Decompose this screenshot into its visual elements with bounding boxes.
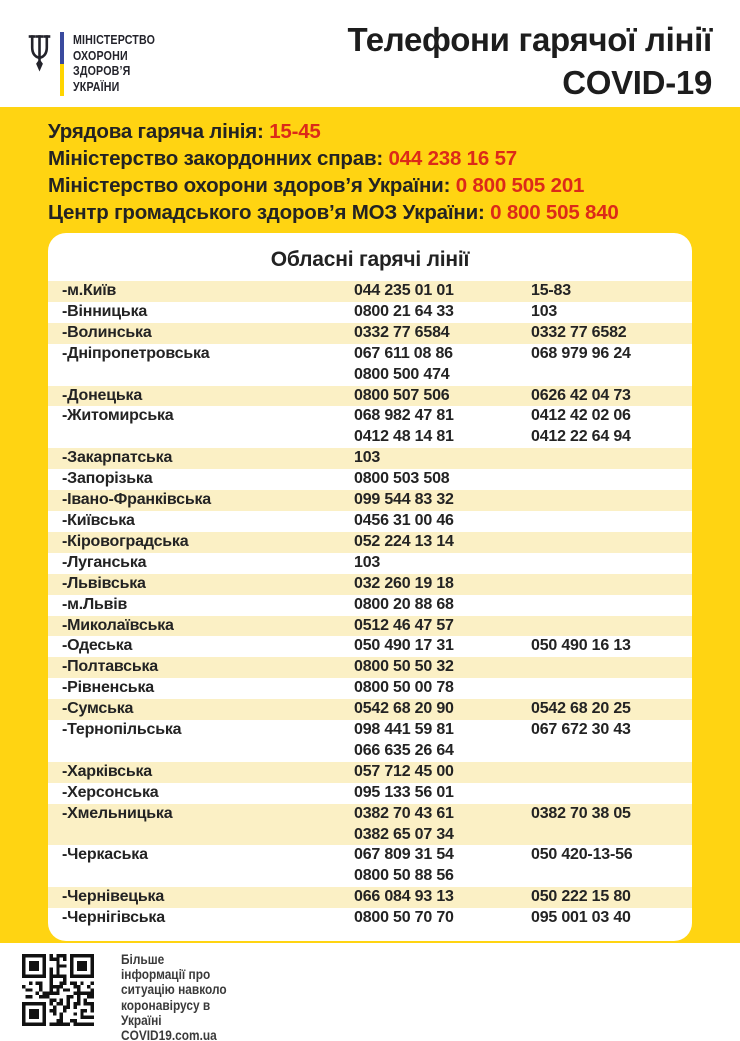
- ministry-name-line: ОХОРОНИ: [73, 47, 128, 63]
- table-row: [48, 344, 692, 386]
- region-cell-line: -Чернівецька: [62, 888, 165, 906]
- phone-cell-primary: [354, 490, 531, 511]
- phone-cell-secondary: [531, 386, 692, 407]
- phone-cell-primary: [354, 720, 531, 762]
- phone-cell-primary-line: 052 224 13 14: [354, 532, 454, 550]
- region-cell-line: -Луганська: [62, 553, 147, 571]
- phone-cell-primary-line: 067 611 08 86: [354, 344, 453, 362]
- ministry-name-line: МІНІСТЕРСТВО: [73, 32, 156, 47]
- phone-cell-secondary-line: 103: [531, 302, 558, 320]
- phone-cell-primary: [354, 448, 531, 469]
- phone-cell-secondary: [531, 887, 692, 908]
- phone-cell-primary-line: 032 260 19 18: [354, 574, 454, 592]
- phone-cell-primary-line: 0800 50 00 78: [354, 679, 454, 697]
- card-title: Обласні гарячі лінії: [270, 248, 470, 271]
- phone-cell-primary-line: 0800 503 508: [354, 470, 450, 488]
- phone-cell-primary-line: 099 544 83 32: [354, 491, 454, 509]
- region-cell: [48, 783, 354, 804]
- region-cell-line: -Тернопільська: [62, 721, 182, 739]
- table-row: [48, 783, 692, 804]
- region-cell-line: -Херсонська: [62, 783, 159, 801]
- table-row: [48, 804, 692, 846]
- region-cell: [48, 406, 354, 448]
- table-row: [48, 511, 692, 532]
- ministry-name: [73, 32, 155, 98]
- phone-cell-primary: [354, 574, 531, 595]
- region-cell-line: -Волинська: [62, 323, 152, 341]
- phone-cell-secondary: [531, 720, 692, 762]
- phone-cell-primary: [354, 344, 531, 386]
- phone-cell-primary-line: 0800 500 474: [354, 365, 450, 383]
- phone-cell-secondary-line: 050 420-13-56: [531, 846, 633, 864]
- phone-cell-secondary-line: 0412 42 02 06: [531, 407, 631, 425]
- region-cell: [48, 386, 354, 407]
- phone-cell-primary-line: 050 490 17 31: [354, 637, 454, 655]
- table-row: [48, 302, 692, 323]
- phone-cell-primary-line: 0382 65 07 34: [354, 825, 454, 843]
- hotline-number: 0 800 505 201: [455, 174, 585, 197]
- yellow-band: [0, 107, 740, 943]
- hotline-item: [48, 145, 740, 172]
- phone-cell-primary-line: 0800 50 88 56: [354, 867, 454, 885]
- region-cell: [48, 636, 354, 657]
- phone-cell-secondary-line: 0542 68 20 25: [531, 700, 631, 718]
- table-row: [48, 845, 692, 887]
- region-cell-line: -м.Львів: [62, 595, 128, 613]
- table-row: [48, 636, 692, 657]
- phone-cell-secondary-line: 0626 42 04 73: [531, 386, 631, 404]
- phone-cell-primary-line: 103: [354, 449, 381, 467]
- table-row: [48, 908, 692, 929]
- phone-cell-secondary: [531, 616, 692, 637]
- phone-cell-secondary-line: 050 490 16 13: [531, 637, 631, 655]
- table-row: [48, 406, 692, 448]
- region-cell: [48, 490, 354, 511]
- region-cell: [48, 511, 354, 532]
- footer-line: коронавірусу в: [121, 997, 211, 1013]
- phone-cell-secondary: [531, 553, 692, 574]
- table-row: [48, 469, 692, 490]
- region-cell-line: -Одеська: [62, 637, 133, 655]
- hotline-number: 0 800 505 840: [490, 201, 619, 224]
- phone-cell-primary-line: 057 712 45 00: [354, 762, 454, 780]
- region-cell-line: -Чернігівська: [62, 909, 165, 927]
- phone-cell-primary-line: 0382 70 43 61: [354, 804, 454, 822]
- phone-cell-secondary-line: 15-83: [531, 282, 571, 299]
- region-cell: [48, 762, 354, 783]
- hotline-number: 15-45: [269, 120, 321, 143]
- table-row: [48, 386, 692, 407]
- phone-cell-secondary-line: 050 222 15 80: [531, 888, 631, 906]
- phone-cell-secondary-line: 068 979 96 24: [531, 344, 631, 362]
- table-row: [48, 720, 692, 762]
- phone-cell-primary: [354, 845, 531, 887]
- national-hotline-list: [48, 118, 740, 226]
- ministry-name-line: УКРАЇНИ: [73, 78, 120, 94]
- phone-cell-secondary: [531, 302, 692, 323]
- phone-cell-primary: [354, 657, 531, 678]
- phone-cell-secondary: [531, 636, 692, 657]
- phone-cell-primary-line: 0800 50 70 70: [354, 909, 454, 927]
- ministry-name-line: ЗДОРОВ’Я: [73, 63, 131, 78]
- phone-cell-primary: [354, 532, 531, 553]
- footer-text: [121, 952, 227, 1041]
- region-cell: [48, 281, 354, 302]
- phone-cell-primary-line: 103: [354, 553, 381, 571]
- region-cell: [48, 887, 354, 908]
- phone-cell-primary-line: 0412 48 14 81: [354, 428, 454, 446]
- hotline-item: [48, 172, 740, 199]
- phone-cell-primary-line: 066 635 26 64: [354, 741, 454, 759]
- phone-cell-primary-line: 0542 68 20 90: [354, 700, 454, 718]
- logo-bar-blue: [60, 32, 64, 64]
- region-cell-line: -м.Київ: [62, 282, 117, 299]
- phone-cell-secondary: [531, 908, 692, 929]
- phone-cell-primary: [354, 323, 531, 344]
- phone-cell-secondary: [531, 783, 692, 804]
- phone-cell-secondary: [531, 469, 692, 490]
- hotline-label: Міністерство охорони здоров’я України:: [48, 174, 456, 197]
- phone-cell-secondary: [531, 532, 692, 553]
- hotline-table-body: [48, 281, 692, 929]
- region-cell-line: -Київська: [62, 511, 135, 529]
- qr-code: [22, 954, 94, 1026]
- region-cell: [48, 678, 354, 699]
- region-cell: [48, 302, 354, 323]
- table-row: [48, 595, 692, 616]
- phone-cell-primary: [354, 511, 531, 532]
- table-row: [48, 699, 692, 720]
- region-cell: [48, 344, 354, 386]
- phone-cell-secondary: [531, 448, 692, 469]
- region-cell: [48, 699, 354, 720]
- ministry-logo: [28, 30, 173, 98]
- phone-cell-secondary: [531, 406, 692, 448]
- footer: [0, 943, 740, 1041]
- table-row: [48, 616, 692, 637]
- poster-title: [348, 18, 713, 107]
- phone-cell-secondary-line: 0382 70 38 05: [531, 804, 631, 822]
- region-cell-line: -Запорізька: [62, 470, 153, 488]
- phone-cell-secondary: [531, 762, 692, 783]
- phone-cell-secondary-line: 0332 77 6582: [531, 323, 627, 341]
- region-cell-line: -Кіровоградська: [62, 532, 189, 550]
- table-row: [48, 532, 692, 553]
- site-url: COVID19.com.ua: [121, 1028, 217, 1041]
- phone-cell-primary-line: 066 084 93 13: [354, 888, 454, 906]
- hotline-item: [48, 199, 740, 226]
- phone-cell-primary: [354, 908, 531, 929]
- region-cell-line: -Миколаївська: [62, 616, 174, 634]
- phone-cell-primary: [354, 616, 531, 637]
- phone-cell-secondary: [531, 804, 692, 846]
- region-cell-line: -Житомирська: [62, 407, 174, 425]
- header: [0, 0, 740, 107]
- region-cell: [48, 469, 354, 490]
- phone-cell-primary: [354, 406, 531, 448]
- phone-cell-primary-line: 098 441 59 81: [354, 721, 454, 739]
- phone-cell-secondary: [531, 574, 692, 595]
- phone-cell-primary-line: 068 982 47 81: [354, 407, 454, 425]
- region-cell: [48, 657, 354, 678]
- hotline-label: Міністерство закордонних справ:: [48, 147, 389, 170]
- phone-cell-primary: [354, 783, 531, 804]
- poster-title-line2: COVID-19: [562, 64, 712, 101]
- phone-cell-primary: [354, 678, 531, 699]
- table-row: [48, 281, 692, 302]
- phone-cell-primary: [354, 699, 531, 720]
- region-cell-line: -Сумська: [62, 700, 134, 718]
- region-cell: [48, 616, 354, 637]
- region-cell: [48, 908, 354, 929]
- table-row: [48, 448, 692, 469]
- footer-line: Україні: [121, 1012, 162, 1028]
- table-row: [48, 553, 692, 574]
- phone-cell-primary: [354, 804, 531, 846]
- phone-cell-secondary: [531, 699, 692, 720]
- footer-line: ситуацію навколо: [121, 982, 227, 998]
- phone-cell-primary: [354, 281, 531, 302]
- region-cell-line: -Черкаська: [62, 846, 148, 864]
- logo-bar-yellow: [60, 64, 64, 96]
- footer-line: Більше: [121, 952, 165, 967]
- phone-cell-primary: [354, 887, 531, 908]
- phone-cell-primary: [354, 386, 531, 407]
- phone-cell-secondary: [531, 678, 692, 699]
- region-cell-line: -Дніпропетровська: [62, 344, 210, 362]
- table-row: [48, 323, 692, 344]
- region-cell: [48, 720, 354, 762]
- phone-cell-primary: [354, 636, 531, 657]
- phone-cell-primary-line: 0332 77 6584: [354, 323, 450, 341]
- footer-line: інформації про: [121, 967, 211, 983]
- phone-cell-primary-line: 044 235 01 01: [354, 282, 454, 299]
- phone-cell-primary: [354, 595, 531, 616]
- region-cell-line: -Івано-Франківська: [62, 491, 211, 509]
- region-cell-line: -Львівська: [62, 574, 146, 592]
- phone-cell-primary: [354, 553, 531, 574]
- phone-cell-primary-line: 0800 20 88 68: [354, 595, 454, 613]
- phone-cell-primary: [354, 762, 531, 783]
- phone-cell-secondary: [531, 344, 692, 386]
- table-row: [48, 762, 692, 783]
- logo-divider-bar: [60, 32, 64, 96]
- region-cell-line: -Харківська: [62, 762, 153, 780]
- phone-cell-secondary-line: 095 001 03 40: [531, 909, 631, 927]
- region-cell: [48, 595, 354, 616]
- region-cell: [48, 448, 354, 469]
- table-row: [48, 657, 692, 678]
- region-cell: [48, 574, 354, 595]
- hotline-item: [48, 118, 740, 145]
- phone-cell-secondary-line: 0412 22 64 94: [531, 428, 631, 446]
- phone-cell-secondary-line: 067 672 30 43: [531, 721, 631, 739]
- phone-cell-secondary: [531, 490, 692, 511]
- phone-cell-secondary: [531, 511, 692, 532]
- region-cell: [48, 804, 354, 846]
- phone-cell-primary-line: 0800 507 506: [354, 386, 450, 404]
- phone-cell-primary-line: 067 809 31 54: [354, 846, 454, 864]
- phone-cell-primary-line: 095 133 56 01: [354, 783, 454, 801]
- hotline-label: Центр громадського здоров’я МОЗ України:: [48, 201, 491, 224]
- phone-cell-primary-line: 0512 46 47 57: [354, 616, 454, 634]
- region-cell: [48, 323, 354, 344]
- phone-cell-secondary: [531, 657, 692, 678]
- region-cell-line: -Рівненська: [62, 679, 154, 697]
- trident-icon: [28, 33, 51, 73]
- region-cell-line: -Донецька: [62, 386, 143, 404]
- region-cell-line: -Полтавська: [62, 658, 158, 676]
- phone-cell-primary-line: 0800 50 50 32: [354, 658, 454, 676]
- hotline-number: 044 238 16 57: [388, 147, 517, 170]
- phone-cell-primary-line: 0456 31 00 46: [354, 511, 454, 529]
- phone-cell-primary-line: 0800 21 64 33: [354, 302, 454, 320]
- phone-cell-secondary: [531, 595, 692, 616]
- region-cell: [48, 845, 354, 887]
- phone-cell-secondary: [531, 323, 692, 344]
- phone-cell-secondary: [531, 845, 692, 887]
- table-row: [48, 574, 692, 595]
- hotline-label: Урядова гаряча лінія:: [48, 120, 270, 143]
- table-row: [48, 887, 692, 908]
- poster-title-line1: Телефони гарячої лінії: [347, 21, 712, 58]
- region-cell: [48, 532, 354, 553]
- phone-cell-primary: [354, 302, 531, 323]
- phone-cell-primary: [354, 469, 531, 490]
- region-cell: [48, 553, 354, 574]
- regional-hotlines-card: [48, 233, 692, 941]
- region-cell-line: -Хмельницька: [62, 804, 173, 822]
- phone-cell-secondary: [531, 281, 692, 302]
- table-row: [48, 678, 692, 699]
- region-cell-line: -Вінницька: [62, 302, 148, 320]
- table-row: [48, 490, 692, 511]
- region-cell-line: -Закарпатська: [62, 449, 173, 467]
